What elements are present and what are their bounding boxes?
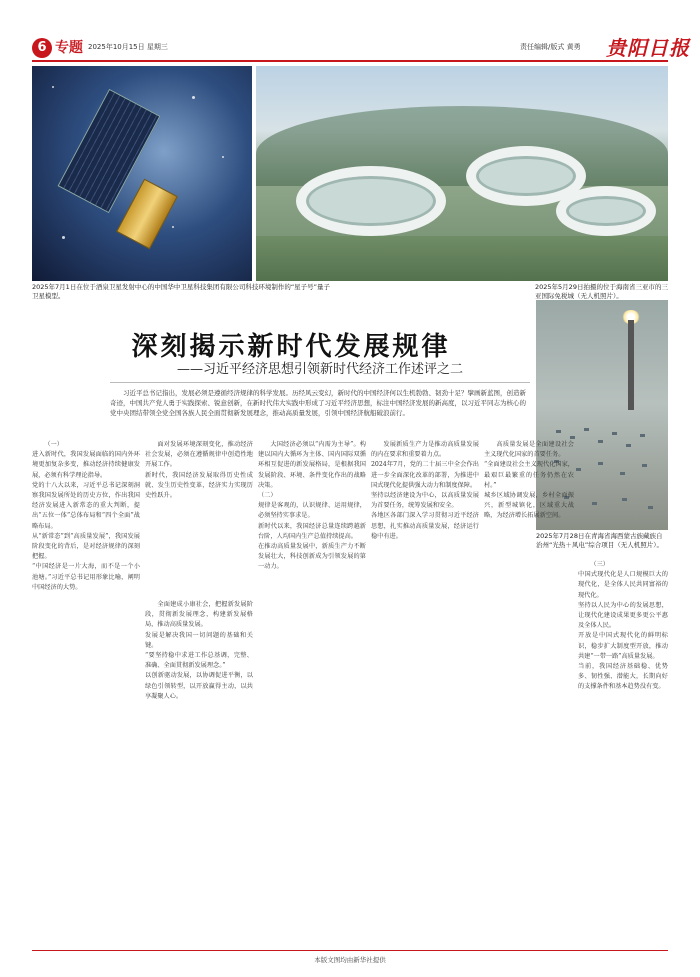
satellite-photo — [32, 66, 252, 281]
article-intro: 习近平总书记指出，发展必须是遵循经济规律的科学发展。历经风云变幻，新时代的中国经济何以生机勃勃、韧劲十足？擘画新蓝图，创造新奇迹，中国共产党人勇于实践探索、锐意创新，在新时代伟大实践中形成了习近平经济思想，标注中国经济发展的新高度，以习近平同志为核心的党中央团结带领全党全国各族人民全面贯彻新发展理念，推动高质量发展，引领中国经济航船破浪前行。 — [110, 389, 526, 417]
section-name: 专题 — [55, 40, 83, 56]
page-number: 6 — [32, 38, 52, 58]
newspaper-masthead: 贵阳日报 — [606, 36, 690, 60]
article-column-3 — [258, 440, 366, 945]
duty-free-mall-photo — [256, 66, 668, 281]
article-column-6 — [578, 560, 668, 945]
solar-caption: 2025年7月28日在青海省海西蒙古族藏族自治州“光热＋风电”综合项目（无人机照片）。 — [536, 532, 663, 549]
satellite-body-icon — [116, 179, 178, 250]
column-text: 面对发展环境深刻变化，推动经济社会发展，必须在遵循规律中创造性地开展工作。 新时代，我国经济发展取得历史性成就、发生历史性变革，经济实力实现历史性跃升。 — [145, 441, 253, 500]
column-text: 大国经济必须以“内需为主导”。构建以国内大循环为主体、国内国际双循环相互促进的新发展格局，是根据我国发展阶段、环境、条件变化作出的战略决策。 （二） 规律是客观的，认识规律、运用规律，必须坚持实事求是。 新时代以来，我国经济总量连续跨越新台阶，人均国内生产总值持续提高。 在推动高质量发展中，新质生产力不断发展壮大，科技创新成为引领发展的第一动力。 — [258, 441, 366, 571]
satellite-caption: 2025年7月1日在位于酒泉卫星发射中心的中国华中卫星科技集团有限公司科技环境制作的“星子号”量子卫星模型。 — [32, 283, 331, 300]
footer-rule — [32, 950, 668, 951]
column-text: （三） 中国式现代化是人口规模巨大的现代化，是全体人民共同富裕的现代化。 坚持以人民为中心的发展思想，让现代化建设成果更多更公平惠及全体人民。 开放是中国式现代化的鲜明标识，稳步扩大制度型开放，推动共建“一带一路”高质量发展。 当前，我国经济基础稳、优势多、韧性强、潜能大，长期向好的支撑条件和基本趋势没有变。 — [578, 561, 668, 691]
article-column-1 — [32, 440, 140, 945]
column-text: 全面建成小康社会，把握新发展阶段，贯彻新发展理念，构建新发展格局，推动高质量发展。 发展是解决我国一切问题的基础和关键。 “要坚持稳中求进工作总基调，完整、准确、全面贯彻新发展理念。” 以创新驱动发展，以协调促进平衡，以绿色引领转型，以开放赢得主动，以共享凝聚人心。 — [145, 601, 253, 700]
header-rule — [32, 60, 668, 62]
page-header — [0, 0, 700, 62]
column-text: 高质量发展是全面建设社会主义现代化国家的首要任务。 “全面建设社会主义现代化国家，最艰巨最繁重的任务仍然在农村。” 城乡区域协调发展，乡村全面振兴，新型城镇化，区域重大战略，为经济增长拓展新空间。 — [484, 441, 574, 520]
editor-credit: 责任编辑/版式 黄勇 — [520, 43, 581, 51]
article-column-2 — [145, 440, 253, 558]
mall-caption: 2025年5月29日拍摄的位于海南省三亚市的三亚国际免税城（无人机照片）。 — [535, 283, 668, 300]
solar-tower-icon — [628, 320, 634, 410]
article-column-4 — [371, 440, 479, 945]
column-text: （一） 进入新时代，我国发展面临的国内外环境更加复杂多变，推动经济持续健康发展，必须有科学理论指导。 党的十八大以来，习近平总书记深刻洞察我国发展所处的历史方位，作出我国经济发展进入新常态的重大判断，提出“五位一体”总体布局和“四个全面”战略布局。 从“新常态”到“高质量发展”，我国发展阶段变化的背后，是对经济规律的深刻把握。 “中国经济是一片大海，而不是一个小池塘。”习近平总书记用形象比喻，阐明中国经济的大势。 — [32, 441, 140, 591]
article-headline: 深刻揭示新时代发展规律 — [131, 332, 451, 362]
column-text: 发展新质生产力是推动高质量发展的内在要求和重要着力点。 2024年7月，党的二十届三中全会作出进一步全面深化改革的部署，为推进中国式现代化提供强大动力和制度保障。 坚持以经济建设为中心，以高质量发展为首要任务，统筹发展和安全。 各地区各部门深入学习贯彻习近平经济思想，扎实推动高质量发展，经济运行稳中有进。 — [371, 441, 479, 540]
page-footer: 本版文图均由新华社提供 — [314, 956, 386, 964]
issue-date: 2025年10月15日 星期三 — [88, 43, 168, 51]
article-subhead: ——习近平经济思想引领新时代经济工作述评之二 — [176, 362, 463, 377]
headline-rule — [110, 382, 530, 383]
article-column-2b — [145, 600, 253, 945]
article-column-5 — [484, 440, 574, 550]
